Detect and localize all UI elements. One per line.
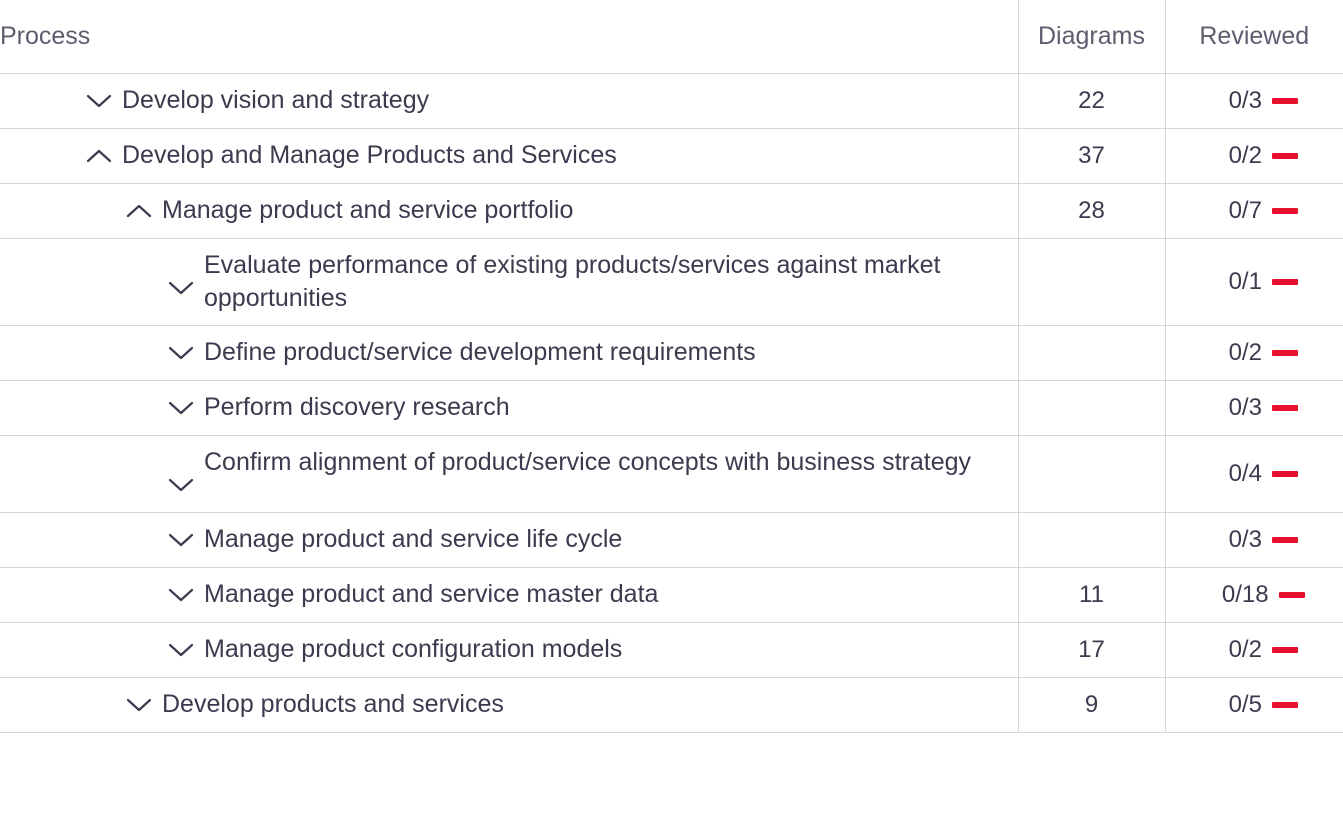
minus-icon	[1272, 537, 1298, 543]
process-cell[interactable]	[0, 622, 1018, 677]
minus-icon	[1272, 153, 1298, 159]
diagrams-cell: 28	[1018, 183, 1165, 238]
table-row[interactable]	[0, 435, 1343, 512]
chevron-up-icon[interactable]	[84, 139, 114, 173]
minus-icon	[1272, 405, 1298, 411]
column-header-process[interactable]: Process	[0, 0, 1018, 73]
minus-icon	[1279, 592, 1305, 598]
reviewed-count: 0/3	[1228, 393, 1262, 421]
process-label: Define product/service development requirements	[204, 337, 756, 366]
table-row[interactable]	[0, 325, 1343, 380]
table-row[interactable]	[0, 380, 1343, 435]
reviewed-cell	[1165, 435, 1343, 512]
diagrams-cell: 9	[1018, 677, 1165, 732]
reviewed-cell	[1165, 238, 1343, 325]
reviewed-cell	[1165, 622, 1343, 677]
minus-icon	[1272, 471, 1298, 477]
diagrams-cell: 22	[1018, 73, 1165, 128]
reviewed-count: 0/7	[1228, 196, 1262, 224]
table-row[interactable]	[0, 73, 1343, 128]
reviewed-count: 0/1	[1228, 267, 1262, 295]
chevron-down-icon[interactable]	[166, 271, 196, 305]
chevron-down-icon[interactable]	[166, 391, 196, 425]
table-body	[0, 73, 1343, 732]
process-label: Manage product and service life cycle	[204, 524, 623, 553]
chevron-down-icon[interactable]	[166, 468, 196, 502]
diagrams-cell	[1018, 435, 1165, 512]
reviewed-count: 0/4	[1228, 459, 1262, 487]
chevron-up-icon[interactable]	[124, 194, 154, 228]
table-header	[0, 0, 1343, 73]
minus-icon	[1272, 350, 1298, 356]
reviewed-cell	[1165, 380, 1343, 435]
reviewed-cell	[1165, 677, 1343, 732]
reviewed-cell	[1165, 128, 1343, 183]
column-header-diagrams[interactable]: Diagrams	[1018, 0, 1165, 73]
chevron-down-icon[interactable]	[166, 523, 196, 557]
reviewed-cell	[1165, 183, 1343, 238]
diagrams-cell: 37	[1018, 128, 1165, 183]
reviewed-count: 0/2	[1228, 141, 1262, 169]
chevron-down-icon[interactable]	[166, 633, 196, 667]
reviewed-count: 0/2	[1228, 635, 1262, 663]
diagrams-cell	[1018, 380, 1165, 435]
table-row[interactable]	[0, 238, 1343, 325]
process-label: Perform discovery research	[204, 392, 510, 421]
chevron-down-icon[interactable]	[166, 336, 196, 370]
process-cell[interactable]	[0, 677, 1018, 732]
process-cell[interactable]	[0, 512, 1018, 567]
column-header-reviewed[interactable]: Reviewed	[1165, 0, 1343, 73]
chevron-down-icon[interactable]	[84, 84, 114, 118]
table-row[interactable]	[0, 128, 1343, 183]
minus-icon	[1272, 208, 1298, 214]
process-cell[interactable]	[0, 238, 1018, 325]
diagrams-cell	[1018, 238, 1165, 325]
minus-icon	[1272, 279, 1298, 285]
table-row[interactable]	[0, 183, 1343, 238]
table-row[interactable]	[0, 677, 1343, 732]
minus-icon	[1272, 647, 1298, 653]
process-label: Manage product configuration models	[204, 634, 623, 663]
process-cell[interactable]	[0, 183, 1018, 238]
reviewed-cell	[1165, 512, 1343, 567]
reviewed-count: 0/2	[1228, 338, 1262, 366]
minus-icon	[1272, 702, 1298, 708]
chevron-down-icon[interactable]	[166, 578, 196, 612]
table-header-row	[0, 0, 1343, 73]
diagrams-cell	[1018, 325, 1165, 380]
diagrams-cell: 11	[1018, 567, 1165, 622]
process-label: Manage product and service portfolio	[162, 195, 574, 224]
table-row[interactable]	[0, 512, 1343, 567]
process-cell[interactable]	[0, 435, 1018, 512]
reviewed-count: 0/5	[1228, 690, 1262, 718]
diagrams-cell: 17	[1018, 622, 1165, 677]
chevron-down-icon[interactable]	[124, 688, 154, 722]
process-label: Develop products and services	[162, 689, 504, 718]
process-cell[interactable]	[0, 128, 1018, 183]
process-cell[interactable]	[0, 567, 1018, 622]
process-label: Develop vision and strategy	[122, 85, 430, 114]
process-cell[interactable]	[0, 325, 1018, 380]
process-label: Develop and Manage Products and Services	[122, 140, 617, 169]
table-row[interactable]	[0, 622, 1343, 677]
process-label: Confirm alignment of product/service concepts with business strategy	[204, 447, 972, 476]
minus-icon	[1272, 98, 1298, 104]
reviewed-cell	[1165, 567, 1343, 622]
process-label: Manage product and service master data	[204, 579, 659, 608]
reviewed-count: 0/3	[1228, 86, 1262, 114]
process-cell[interactable]	[0, 380, 1018, 435]
reviewed-count: 0/18	[1221, 580, 1269, 608]
process-label: Evaluate performance of existing products/services against market opportunities	[204, 250, 941, 312]
diagrams-cell	[1018, 512, 1165, 567]
reviewed-count: 0/3	[1228, 525, 1262, 553]
table-row[interactable]	[0, 567, 1343, 622]
process-cell[interactable]	[0, 73, 1018, 128]
reviewed-cell	[1165, 325, 1343, 380]
reviewed-cell	[1165, 73, 1343, 128]
